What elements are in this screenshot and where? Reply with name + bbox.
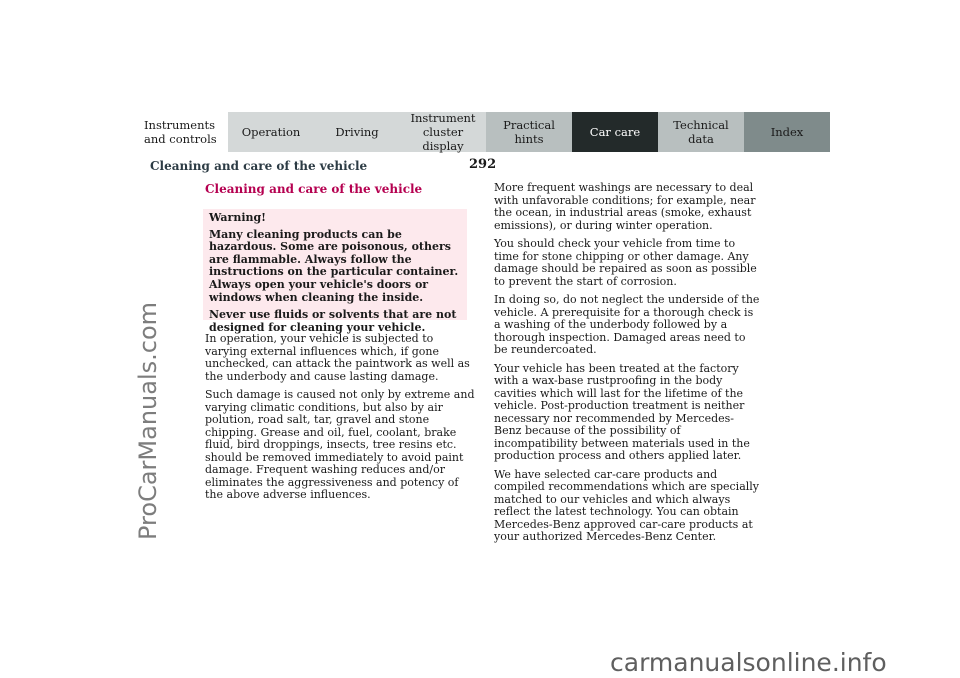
tab-practical-hints[interactable]: Practical hints xyxy=(486,112,572,152)
warning-box xyxy=(203,209,467,334)
section-heading: Cleaning and care of the vehicle xyxy=(205,182,423,196)
tab-operation[interactable]: Operation xyxy=(228,112,314,152)
tab-technical-data[interactable]: Technical data xyxy=(658,112,744,152)
left-column xyxy=(205,333,475,508)
body-paragraph: In operation, your vehicle is subjected to varying external influences which, if gone unchecked, can attack the paintwork as well as the underbody and cause lasting damage. xyxy=(205,332,470,383)
page-number: 292 xyxy=(469,157,497,172)
tab-instrument-cluster-display[interactable]: Instrument cluster display xyxy=(400,112,486,152)
right-column xyxy=(494,182,760,550)
body-paragraph: We have selected car-care products and compiled recommendations which are specially matched to our vehicles and which always reflect the latest technology. You can obtain Mercedes-Benz approved car-care products at your authorized Mercedes-Benz Center. xyxy=(494,467,759,543)
body-paragraph: You should check your vehicle from time to time for stone chipping or other damage. Any damage should be repaired as soon as possible to prevent the start of corrosion. xyxy=(494,237,757,288)
footer-watermark: carmanualsonline.info xyxy=(610,648,887,677)
warning-text-2: Never use fluids or solvents that are not designed for cleaning your vehicle. xyxy=(209,308,457,334)
tab-index[interactable]: Index xyxy=(744,112,830,152)
body-paragraph: In doing so, do not neglect the underside of the vehicle. A prerequisite for a thorough check is a washing of the underbody followed by a thorough inspection. Damaged areas need to be reundercoated. xyxy=(494,293,760,356)
tab-instruments-and-controls[interactable]: Instruments and controls xyxy=(131,112,228,152)
tab-driving[interactable]: Driving xyxy=(314,112,400,152)
tab-car-care[interactable]: Car care xyxy=(572,112,658,152)
warning-text-1: Many cleaning products can be hazardous. Some are poisonous, others are flammable. Always follow the instructions on the particular container. Always open your vehicle's doors or windows when cleaning the inside. xyxy=(209,227,459,304)
body-paragraph: More frequent washings are necessary to deal with unfavorable conditions; for example, near the ocean, in industrial areas (smoke, exhaust emissions), or during winter operation. xyxy=(494,181,756,232)
body-paragraph: Such damage is caused not only by extreme and varying climatic conditions, but also by air polution, road salt, tar, gravel and stone chipping. Grease and oil, fuel, coolant, brake fluid, bird droppings, insects, tree resins etc. should be removed immediately to avoid paint damage. Frequent washing reduces and/or eliminates the aggressiveness and potency of the above adverse influences. xyxy=(205,388,475,501)
warning-title: Warning! xyxy=(209,211,267,224)
body-paragraph: Your vehicle has been treated at the factory with a wax-base rustproofing in the body cavities which will last for the lifetime of the vehicle. Post-production treatment is neither necessary nor recommended by Mercedes-Benz because of the possibility of incompatibility between materials used in the production process and others applied later. xyxy=(494,361,750,462)
running-header-title: Cleaning and care of the vehicle xyxy=(150,159,368,173)
section-tab-bar xyxy=(131,112,830,152)
side-watermark: ProCarManuals.com xyxy=(134,301,162,540)
